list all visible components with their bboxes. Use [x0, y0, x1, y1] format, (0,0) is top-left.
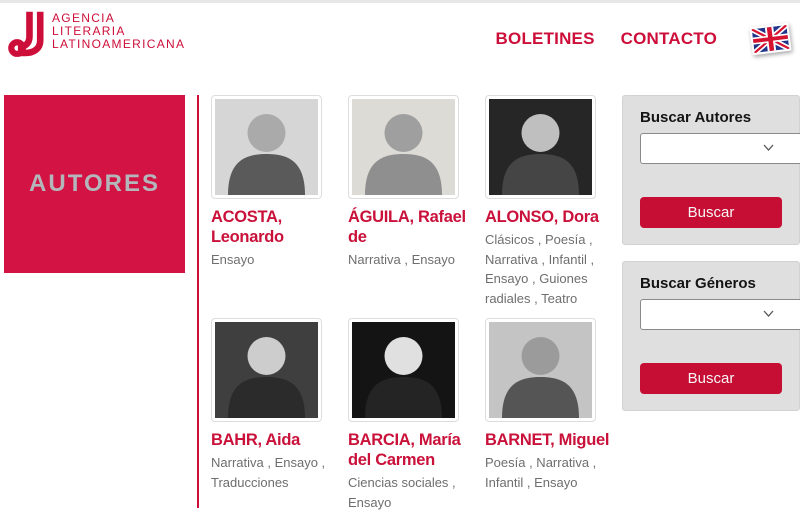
author-genres: Narrativa , Ensayo — [348, 252, 455, 267]
author-portrait-image — [489, 99, 592, 195]
author-photo[interactable] — [211, 95, 322, 199]
author-name[interactable]: ÁGUILA, Rafael de — [348, 208, 466, 246]
author-card — [348, 318, 478, 512]
author-genres: Ciencias sociales , Ensayo — [348, 475, 456, 510]
authors-grid — [211, 95, 615, 512]
author-portrait-image — [489, 322, 592, 418]
logo-link[interactable] — [8, 10, 185, 58]
vertical-divider — [197, 95, 199, 508]
author-photo[interactable] — [348, 95, 459, 199]
nav-link-boletines[interactable]: BOLETINES — [495, 29, 595, 48]
authors-select[interactable] — [640, 133, 800, 164]
sidebar-title: AUTORES — [29, 170, 160, 197]
author-portrait-image — [215, 99, 318, 195]
header — [0, 3, 800, 93]
genres-select-wrap — [640, 299, 782, 330]
search-authors-panel — [622, 95, 800, 245]
author-name[interactable]: ALONSO, Dora — [485, 208, 599, 226]
author-name[interactable]: BARCIA, María del Carmen — [348, 431, 461, 469]
authors-select-wrap — [640, 133, 782, 164]
sidebar-autores-box[interactable] — [4, 95, 185, 273]
search-genres-label: Buscar Géneros — [640, 275, 756, 292]
author-card — [211, 95, 341, 308]
nav-link-contacto[interactable]: CONTACTO — [620, 29, 717, 48]
author-genres: Ensayo — [211, 252, 255, 267]
author-card — [485, 95, 615, 308]
search-genres-panel — [622, 261, 800, 411]
logo-line-2: LITERARIA — [52, 24, 126, 38]
main-content — [0, 93, 800, 508]
logo-line-3: LATINOAMERICANA — [52, 37, 186, 51]
author-card — [348, 95, 478, 308]
author-card — [211, 318, 341, 512]
logo-text — [52, 12, 185, 51]
author-name[interactable]: BAHR, Aida — [211, 431, 300, 449]
search-sidebar — [622, 95, 800, 427]
author-card — [485, 318, 615, 512]
author-portrait-image — [215, 322, 318, 418]
left-sidebar — [4, 95, 185, 273]
author-portrait-image — [352, 99, 455, 195]
main-nav — [470, 25, 790, 53]
search-genres-button[interactable]: Buscar — [640, 363, 782, 394]
logo-line-1: AGENCIA — [52, 11, 116, 25]
author-genres: Clásicos , Poesía , Narrativa , Infantil , Ensayo , Guiones radiales , Teatro — [485, 232, 595, 306]
search-authors-button[interactable]: Buscar — [640, 197, 782, 228]
author-photo[interactable] — [211, 318, 322, 422]
author-name[interactable]: ACOSTA, Leonardo — [211, 208, 284, 246]
author-genres: Narrativa , Ensayo , Traducciones — [211, 455, 326, 490]
search-authors-label: Buscar Autores — [640, 109, 752, 126]
author-portrait-image — [352, 322, 455, 418]
uk-flag-icon[interactable] — [749, 23, 791, 56]
logo-icon — [8, 10, 46, 58]
author-photo[interactable] — [348, 318, 459, 422]
author-genres: Poesía , Narrativa , Infantil , Ensayo — [485, 455, 597, 490]
genres-select[interactable] — [640, 299, 800, 330]
author-photo[interactable] — [485, 95, 596, 199]
author-photo[interactable] — [485, 318, 596, 422]
author-name[interactable]: BARNET, Miguel — [485, 431, 610, 449]
